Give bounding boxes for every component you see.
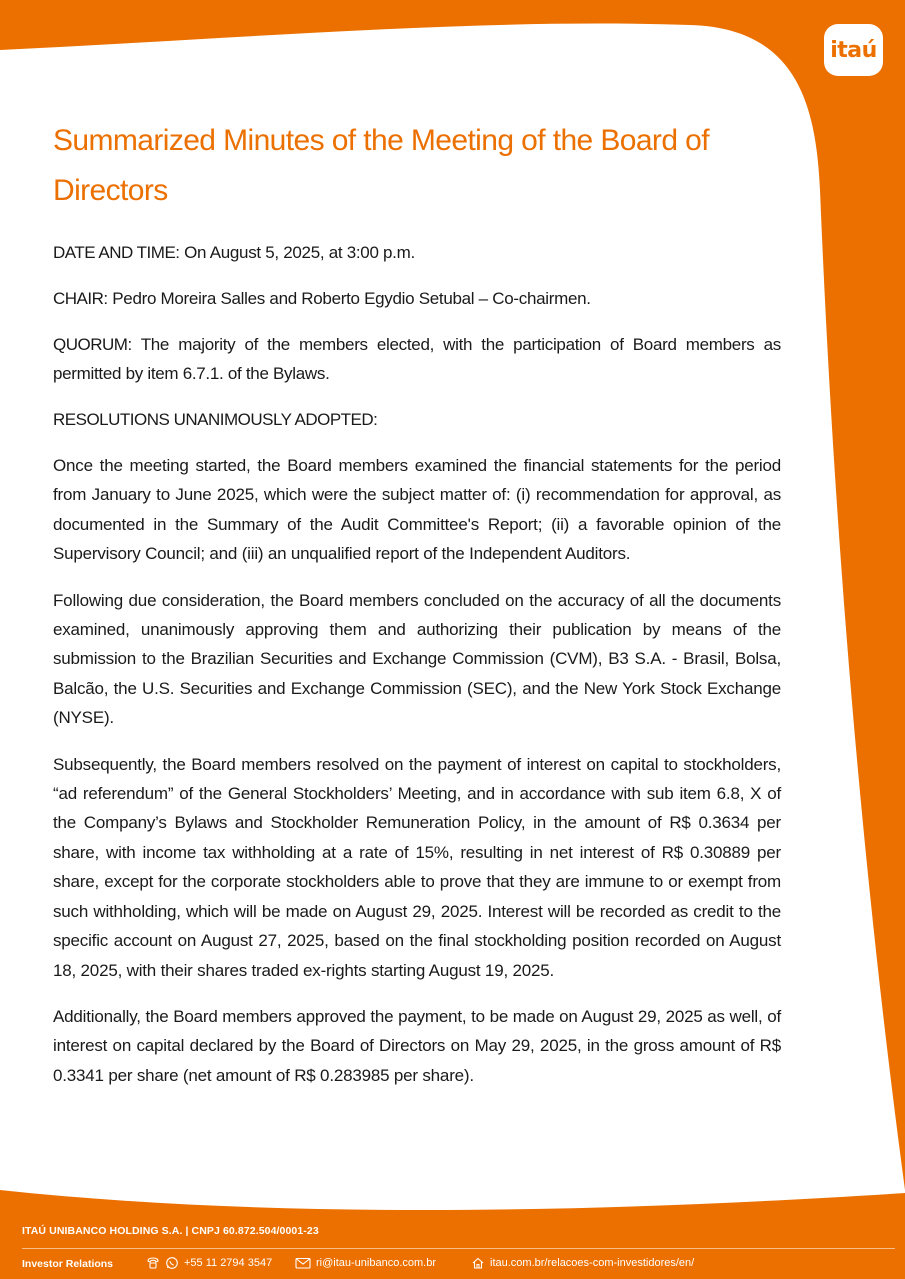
field-label: QUORUM [53,335,128,354]
footer-divider [22,1248,895,1249]
footer-investor-relations: Investor Relations [22,1258,114,1270]
field-date-and-time [53,238,781,267]
paragraph-financial-statements: Once the meeting started, the Board members examined the financial statements for the period from January to June 2025, which were the subject matter of: (i) recommendation for approval, as documented in the Summary of the Audit Committee's Report; (ii) a favorable opinion of the Supervisory Council; and (iii) an unqualified report of the Independent Auditors. [53,456,781,564]
field-resolutions-heading [53,405,781,434]
paragraph-additional-payment: Additionally, the Board members approved the payment, to be made on August 29, 2025 as well, of interest on capital declared by the Board of Directors on May 29, 2025, in the gross amount of R$ 0.3341 per share (net amount of R$ 0.283985 per share). [53,1006,781,1085]
footer-phone-text: +55 11 2794 3547 [184,1257,273,1269]
field-label: RESOLUTIONS UNANIMOUSLY ADOPTED [53,410,374,429]
field-value: : On August 5, 2025, at 3:00 p.m. [175,243,415,262]
field-quorum [53,330,781,388]
footer-website-text: itau.com.br/relacoes-com-investidores/en/ [490,1257,695,1269]
footer-company-info: ITAÚ UNIBANCO HOLDING S.A. | CNPJ 60.872.504/0001-23 [22,1225,319,1237]
document-body [53,116,781,1107]
whatsapp-icon [165,1256,179,1270]
footer-contact-row [22,1256,895,1274]
field-value: : Pedro Moreira Salles and Roberto Egydio Setubal – Co-chairmen. [103,289,591,308]
footer-email-text: ri@itau-unibanco.com.br [316,1257,436,1269]
telephone-icon [146,1256,160,1270]
footer-email[interactable] [295,1256,436,1270]
home-icon [471,1256,485,1270]
field-label: CHAIR [53,289,104,308]
paragraph-interest-on-capital: Subsequently, the Board members resolved on the payment of interest on capital to stockholders, “ad referendum” of the General Stockholders’ Meeting, and in accordance with sub item 6.8, X of the Company’s Bylaws and Stockholder Remuneration Policy, in the amount of R$ 0.3634 per share, with income tax withholding at a rate of 15%, resulting in net interest of R$ 0.30889 per share, except for the corporate stockholders able to prove that they are immune to or exempt from such withholding, which will be made on August 29, 2025. Interest will be recorded as credit to the specific account on August 27, 2025, based on the final stockholding position recorded on August 18, 2025, with their shares traded ex-rights starting August 19, 2025. [53,754,781,980]
envelope-icon [295,1256,311,1270]
itau-logo [824,24,883,76]
field-value: : The majority of the members elected, with the participation of Board members as permitted by item 6.7.1. of the Bylaws. [53,335,781,383]
itau-logo-text: itaú [830,37,877,63]
footer-website[interactable] [471,1256,694,1270]
page-title: Summarized Minutes of the Meeting of the Board of Directors [53,124,709,207]
field-label: DATE AND TIME [53,243,176,262]
field-value: : [373,410,378,429]
field-chair [53,284,781,313]
paragraph-approval-publication: Following due consideration, the Board members concluded on the accuracy of all the documents examined, unanimously approving them and authorizing their publication by means of the submission to the Brazilian Securities and Exchange Commission (CVM), B3 S.A. - Brasil, Bolsa, Balcão, the U.S. Securities and Exchange Commission (SEC), and the New York Stock Exchange (NYSE). [53,590,781,728]
footer-phone[interactable] [146,1256,272,1270]
